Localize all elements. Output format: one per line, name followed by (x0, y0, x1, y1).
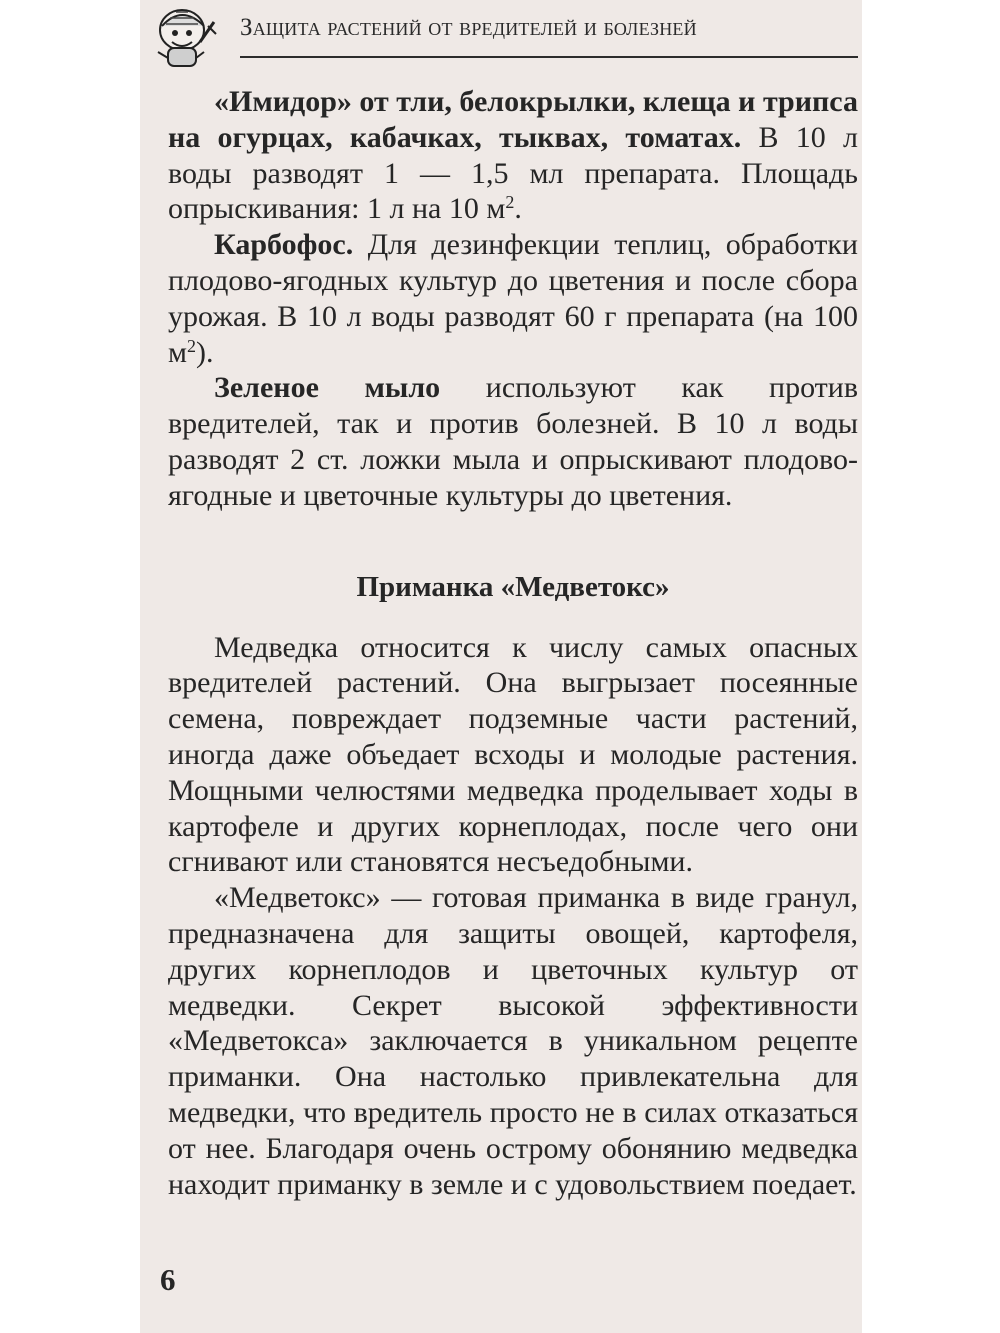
imidor-end: . (514, 192, 522, 226)
running-head: Защита растений от вредителей и болезней (240, 14, 697, 41)
karbofos-bold-lead: Карбофос. (214, 228, 354, 262)
paragraph-karbofos (168, 227, 858, 370)
header-rule (240, 56, 858, 58)
imidor-bold-lead: «Имидор» от тли, белокрылки, клеща и трипса на огурцах, кабачках, тыквах, томатах. (168, 85, 858, 154)
soap-bold-lead: Зеленое мыло (214, 371, 441, 405)
karbofos-text: Для дезинфекции теплиц, обработки плодово-ягодных культур до цветения и после сбора урожая. В 10 л воды разводят 60 г препарата (на 100 м (168, 228, 858, 369)
paragraph-medvedka: Медведка относится к числу самых опасных вредителей растений. Она выгрызает посеянные семена, повреждает подземные части растений, иногда даже объедает всходы и молодые растения. Мощными челюстями медведка проделывает ходы в картофеле и других корнеплодах, после чего они сгнивают или становятся несъедобными. (168, 630, 858, 879)
page-body (168, 84, 858, 1202)
karbofos-superscript: 2 (186, 335, 196, 356)
section-heading: Приманка «Медветокс» (356, 570, 670, 603)
gnome-mascot-icon (148, 2, 220, 72)
imidor-superscript: 2 (505, 192, 515, 213)
paragraph-imidor (168, 84, 858, 227)
imidor-text: В 10 л воды разводят 1 — 1,5 мл препарата. Площадь опрыскивания: 1 л на 10 м (168, 120, 858, 226)
paragraph-medvetoks: «Медветокс» — готовая приманка в виде гранул, предназначена для защиты овощей, картофеля, других корнеплодов и цветочных культур от медведки. Секрет высокой эффективности «Медветокса» заключается в уникальном рецепте приманки. Она настолько привлекательна для медведки, что вредитель просто не в силах отказаться от нее. Благодаря очень острому обонянию медведка находит приманку в земле и с удовольствием поедает. (168, 881, 858, 1201)
karbofos-end: ). (195, 335, 214, 369)
paragraph-green-soap (168, 370, 858, 513)
book-page (140, 0, 862, 1333)
soap-text: используют как против вредителей, так и против болезней. В 10 л воды разводят 2 ст. ложки мыла и опрыскивают плодово-ягодные и цветочные культуры до цветения. (168, 371, 858, 512)
page-number: 6 (160, 1262, 176, 1297)
